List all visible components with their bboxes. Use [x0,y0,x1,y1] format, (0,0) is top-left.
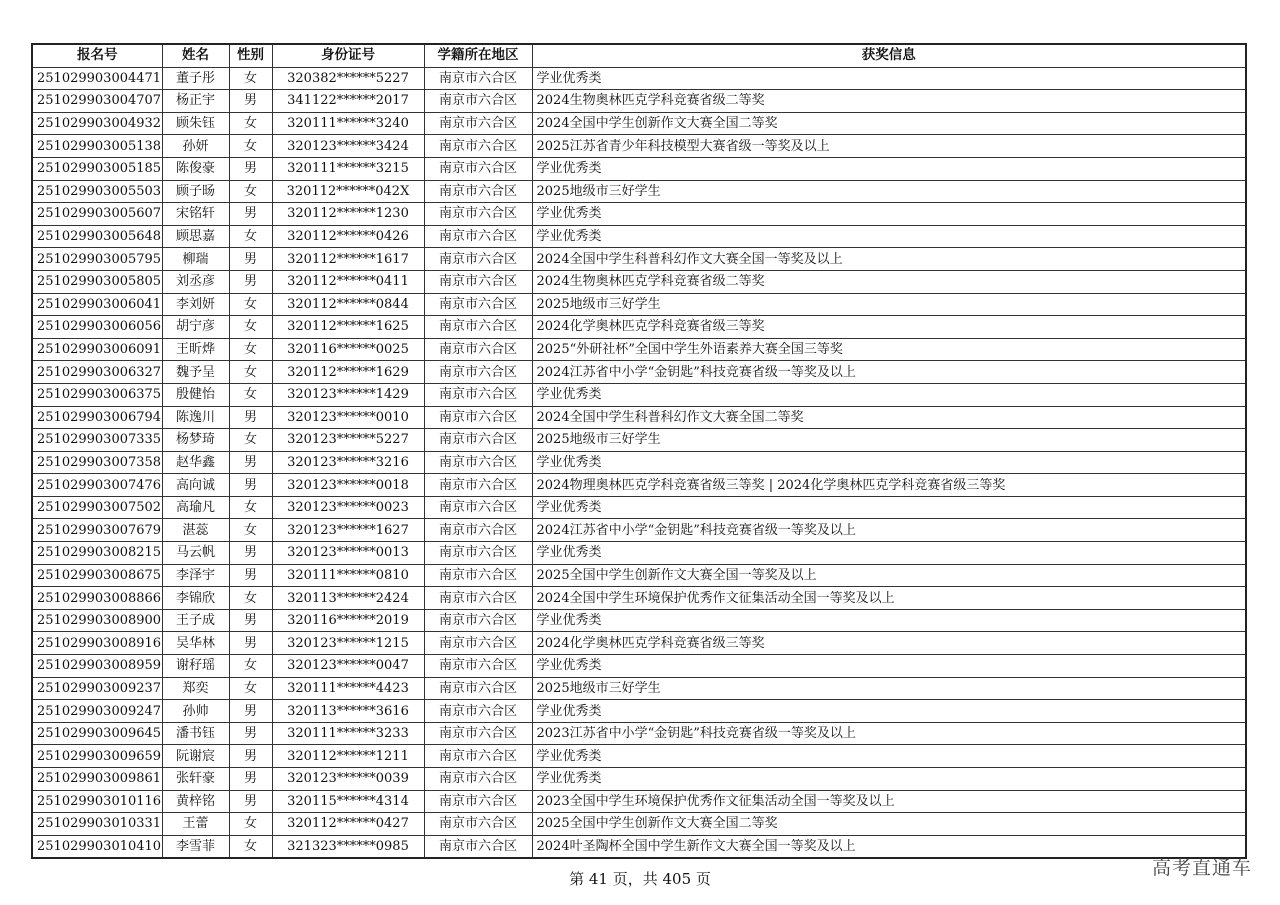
id-no-cell: 320112******1230 [272,203,424,226]
award-cell: 2024全国中学生创新作文大赛全国二等奖 [532,112,1246,135]
region-cell: 南京市六合区 [424,316,532,339]
region-cell: 南京市六合区 [424,157,532,180]
id-no-cell: 320112******1211 [272,745,424,768]
table-row [32,451,1246,474]
table-row [32,722,1246,745]
table-row [32,248,1246,271]
id-no-cell: 320123******0010 [272,406,424,429]
name-cell: 黄梓铭 [162,790,229,813]
region-cell: 南京市六合区 [424,474,532,497]
reg-no-cell: 251029903009247 [32,700,162,723]
reg-no-cell: 251029903005648 [32,225,162,248]
region-cell: 南京市六合区 [424,451,532,474]
award-cell: 2024物理奥林匹克学科竞赛省级三等奖 | 2024化学奥林匹克学科竞赛省级三等奖 [532,474,1246,497]
table-row [32,67,1246,90]
gender-cell: 女 [229,67,272,90]
gender-cell: 女 [229,496,272,519]
gender-cell: 男 [229,745,272,768]
table-row [32,383,1246,406]
award-cell: 学业优秀类 [532,542,1246,565]
award-cell: 2024江苏省中小学“金钥匙”科技竞赛省级一等奖及以上 [532,519,1246,542]
id-no-cell: 320123******0018 [272,474,424,497]
gender-cell: 男 [229,248,272,271]
table-row [32,270,1246,293]
gender-cell: 男 [229,632,272,655]
reg-no-cell: 251029903006794 [32,406,162,429]
award-cell: 学业优秀类 [532,67,1246,90]
reg-no-cell: 251029903009861 [32,768,162,791]
name-cell: 顾思嘉 [162,225,229,248]
region-cell: 南京市六合区 [424,203,532,226]
reg-no-cell: 251029903007476 [32,474,162,497]
region-cell: 南京市六合区 [424,632,532,655]
table-row [32,90,1246,113]
gender-cell: 女 [229,429,272,452]
name-cell: 王昕烨 [162,338,229,361]
id-no-cell: 320112******1625 [272,316,424,339]
award-cell: 学业优秀类 [532,655,1246,678]
table-row [32,632,1246,655]
reg-no-cell: 251029903008675 [32,564,162,587]
id-no-cell: 320112******1617 [272,248,424,271]
results-sheet [31,43,1245,859]
region-cell: 南京市六合区 [424,496,532,519]
gender-cell: 女 [229,677,272,700]
header-region: 学籍所在地区 [424,44,532,67]
reg-no-cell: 251029903005805 [32,270,162,293]
id-no-cell: 320123******0013 [272,542,424,565]
id-no-cell: 320112******0426 [272,225,424,248]
name-cell: 杨梦琦 [162,429,229,452]
table-row [32,496,1246,519]
gender-cell: 女 [229,316,272,339]
id-no-cell: 320111******3240 [272,112,424,135]
region-cell: 南京市六合区 [424,587,532,610]
reg-no-cell: 251029903010410 [32,835,162,858]
region-cell: 南京市六合区 [424,429,532,452]
award-cell: 学业优秀类 [532,225,1246,248]
name-cell: 李雪菲 [162,835,229,858]
name-cell: 郑奕 [162,677,229,700]
id-no-cell: 320123******0023 [272,496,424,519]
award-cell: 学业优秀类 [532,609,1246,632]
gender-cell: 男 [229,157,272,180]
name-cell: 刘丞彦 [162,270,229,293]
gender-cell: 女 [229,361,272,384]
id-no-cell: 320123******0039 [272,768,424,791]
table-body [32,67,1246,858]
id-no-cell: 320112******0844 [272,293,424,316]
awards-table [31,43,1247,859]
award-cell: 2024化学奥林匹克学科竞赛省级三等奖 [532,632,1246,655]
reg-no-cell: 251029903008916 [32,632,162,655]
table-row [32,316,1246,339]
gender-cell: 女 [229,112,272,135]
region-cell: 南京市六合区 [424,361,532,384]
award-cell: 2023全国中学生环境保护优秀作文征集活动全国一等奖及以上 [532,790,1246,813]
name-cell: 潘书钰 [162,722,229,745]
reg-no-cell: 251029903006041 [32,293,162,316]
name-cell: 陈俊豪 [162,157,229,180]
table-row [32,768,1246,791]
table-row [32,542,1246,565]
gender-cell: 女 [229,655,272,678]
region-cell: 南京市六合区 [424,564,532,587]
award-cell: 学业优秀类 [532,745,1246,768]
id-no-cell: 320112******0427 [272,813,424,836]
id-no-cell: 320123******1429 [272,383,424,406]
region-cell: 南京市六合区 [424,67,532,90]
table-row [32,406,1246,429]
name-cell: 杨正宇 [162,90,229,113]
region-cell: 南京市六合区 [424,700,532,723]
award-cell: 2023江苏省中小学“金钥匙”科技竞赛省级一等奖及以上 [532,722,1246,745]
gender-cell: 男 [229,564,272,587]
id-no-cell: 321323******0985 [272,835,424,858]
gender-cell: 男 [229,451,272,474]
name-cell: 陈逸川 [162,406,229,429]
gender-cell: 男 [229,270,272,293]
table-row [32,293,1246,316]
header-name: 姓名 [162,44,229,67]
reg-no-cell: 251029903006375 [32,383,162,406]
region-cell: 南京市六合区 [424,406,532,429]
name-cell: 宋铭轩 [162,203,229,226]
reg-no-cell: 251029903005138 [32,135,162,158]
award-cell: 2025地级市三好学生 [532,429,1246,452]
header-gender: 性别 [229,44,272,67]
table-row [32,564,1246,587]
reg-no-cell: 251029903006056 [32,316,162,339]
gender-cell: 男 [229,406,272,429]
table-row [32,361,1246,384]
name-cell: 吴华林 [162,632,229,655]
table-row [32,677,1246,700]
name-cell: 王子成 [162,609,229,632]
region-cell: 南京市六合区 [424,835,532,858]
table-row [32,519,1246,542]
region-cell: 南京市六合区 [424,519,532,542]
table-row [32,745,1246,768]
table-row [32,790,1246,813]
region-cell: 南京市六合区 [424,790,532,813]
gender-cell: 男 [229,203,272,226]
region-cell: 南京市六合区 [424,293,532,316]
id-no-cell: 320112******0411 [272,270,424,293]
award-cell: 2024生物奥林匹克学科竞赛省级二等奖 [532,90,1246,113]
gender-cell: 男 [229,609,272,632]
award-cell: 2024全国中学生科普科幻作文大赛全国一等奖及以上 [532,248,1246,271]
name-cell: 顾子旸 [162,180,229,203]
award-cell: 2025地级市三好学生 [532,180,1246,203]
gender-cell: 女 [229,293,272,316]
reg-no-cell: 251029903008215 [32,542,162,565]
region-cell: 南京市六合区 [424,722,532,745]
name-cell: 赵华鑫 [162,451,229,474]
award-cell: 2024化学奥林匹克学科竞赛省级三等奖 [532,316,1246,339]
id-no-cell: 320116******2019 [272,609,424,632]
id-no-cell: 320123******5227 [272,429,424,452]
region-cell: 南京市六合区 [424,768,532,791]
award-cell: 2025全国中学生创新作文大赛全国一等奖及以上 [532,564,1246,587]
region-cell: 南京市六合区 [424,112,532,135]
region-cell: 南京市六合区 [424,338,532,361]
reg-no-cell: 251029903007335 [32,429,162,452]
gender-cell: 女 [229,338,272,361]
reg-no-cell: 251029903008959 [32,655,162,678]
id-no-cell: 320113******3616 [272,700,424,723]
name-cell: 胡宁彦 [162,316,229,339]
award-cell: 学业优秀类 [532,451,1246,474]
name-cell: 殷健怡 [162,383,229,406]
reg-no-cell: 251029903007502 [32,496,162,519]
id-no-cell: 320123******1215 [272,632,424,655]
region-cell: 南京市六合区 [424,813,532,836]
reg-no-cell: 251029903006327 [32,361,162,384]
id-no-cell: 320115******4314 [272,790,424,813]
gender-cell: 女 [229,180,272,203]
watermark-logo: 高考直通车 [1151,857,1252,879]
region-cell: 南京市六合区 [424,270,532,293]
award-cell: 学业优秀类 [532,383,1246,406]
name-cell: 高瑜凡 [162,496,229,519]
region-cell: 南京市六合区 [424,542,532,565]
table-row [32,180,1246,203]
id-no-cell: 320111******3233 [272,722,424,745]
region-cell: 南京市六合区 [424,677,532,700]
table-row [32,338,1246,361]
id-no-cell: 320112******042X [272,180,424,203]
header-id-no: 身份证号 [272,44,424,67]
gender-cell: 女 [229,813,272,836]
name-cell: 魏予呈 [162,361,229,384]
id-no-cell: 320111******4423 [272,677,424,700]
gender-cell: 女 [229,519,272,542]
id-no-cell: 320116******0025 [272,338,424,361]
reg-no-cell: 251029903007679 [32,519,162,542]
name-cell: 孙妍 [162,135,229,158]
table-row [32,700,1246,723]
region-cell: 南京市六合区 [424,248,532,271]
reg-no-cell: 251029903005795 [32,248,162,271]
gender-cell: 男 [229,700,272,723]
region-cell: 南京市六合区 [424,135,532,158]
award-cell: 2024全国中学生科普科幻作文大赛全国二等奖 [532,406,1246,429]
reg-no-cell: 251029903009659 [32,745,162,768]
table-row [32,474,1246,497]
table-row [32,157,1246,180]
reg-no-cell: 251029903009645 [32,722,162,745]
reg-no-cell: 251029903007358 [32,451,162,474]
gender-cell: 男 [229,90,272,113]
table-row [32,587,1246,610]
header-reg-no: 报名号 [32,44,162,67]
name-cell: 李泽宇 [162,564,229,587]
award-cell: 学业优秀类 [532,157,1246,180]
gender-cell: 女 [229,835,272,858]
award-cell: 2025地级市三好学生 [532,677,1246,700]
gender-cell: 男 [229,768,272,791]
table-row [32,225,1246,248]
name-cell: 顾朱钰 [162,112,229,135]
region-cell: 南京市六合区 [424,90,532,113]
gender-cell: 女 [229,135,272,158]
name-cell: 谢秄瑶 [162,655,229,678]
reg-no-cell: 251029903004707 [32,90,162,113]
award-cell: 学业优秀类 [532,203,1246,226]
table-header-row [32,44,1246,67]
gender-cell: 男 [229,474,272,497]
reg-no-cell: 251029903006091 [32,338,162,361]
gender-cell: 男 [229,722,272,745]
table-row [32,135,1246,158]
id-no-cell: 320123******1627 [272,519,424,542]
name-cell: 马云帆 [162,542,229,565]
region-cell: 南京市六合区 [424,745,532,768]
region-cell: 南京市六合区 [424,225,532,248]
award-cell: 学业优秀类 [532,496,1246,519]
id-no-cell: 320382******5227 [272,67,424,90]
reg-no-cell: 251029903009237 [32,677,162,700]
id-no-cell: 320111******0810 [272,564,424,587]
gender-cell: 男 [229,790,272,813]
name-cell: 阮谢宸 [162,745,229,768]
award-cell: 2025全国中学生创新作文大赛全国二等奖 [532,813,1246,836]
id-no-cell: 320112******1629 [272,361,424,384]
id-no-cell: 320123******3424 [272,135,424,158]
award-cell: 2024江苏省中小学“金钥匙”科技竞赛省级一等奖及以上 [532,361,1246,384]
header-award: 获奖信息 [532,44,1246,67]
reg-no-cell: 251029903010331 [32,813,162,836]
award-cell: 2024生物奥林匹克学科竞赛省级二等奖 [532,270,1246,293]
name-cell: 张轩豪 [162,768,229,791]
id-no-cell: 320111******3215 [272,157,424,180]
award-cell: 2024全国中学生环境保护优秀作文征集活动全国一等奖及以上 [532,587,1246,610]
region-cell: 南京市六合区 [424,655,532,678]
table-row [32,429,1246,452]
reg-no-cell: 251029903005185 [32,157,162,180]
table-row [32,655,1246,678]
id-no-cell: 341122******2017 [272,90,424,113]
award-cell: 2024叶圣陶杯全国中学生新作文大赛全国一等奖及以上 [532,835,1246,858]
gender-cell: 女 [229,587,272,610]
gender-cell: 男 [229,542,272,565]
region-cell: 南京市六合区 [424,180,532,203]
name-cell: 孙帅 [162,700,229,723]
award-cell: 2025地级市三好学生 [532,293,1246,316]
table-row [32,835,1246,858]
award-cell: 2025“外研社杯”全国中学生外语素养大赛全国三等奖 [532,338,1246,361]
reg-no-cell: 251029903010116 [32,790,162,813]
award-cell: 学业优秀类 [532,700,1246,723]
region-cell: 南京市六合区 [424,609,532,632]
name-cell: 柳瑞 [162,248,229,271]
name-cell: 王蕾 [162,813,229,836]
name-cell: 李锦欣 [162,587,229,610]
reg-no-cell: 251029903005607 [32,203,162,226]
name-cell: 李刘妍 [162,293,229,316]
reg-no-cell: 251029903004471 [32,67,162,90]
id-no-cell: 320123******3216 [272,451,424,474]
table-row [32,609,1246,632]
name-cell: 高向诚 [162,474,229,497]
gender-cell: 女 [229,225,272,248]
table-row [32,203,1246,226]
reg-no-cell: 251029903005503 [32,180,162,203]
gender-cell: 女 [229,383,272,406]
name-cell: 董子彤 [162,67,229,90]
id-no-cell: 320123******0047 [272,655,424,678]
table-row [32,813,1246,836]
reg-no-cell: 251029903008866 [32,587,162,610]
table-row [32,112,1246,135]
award-cell: 2025江苏省青少年科技模型大赛省级一等奖及以上 [532,135,1246,158]
award-cell: 学业优秀类 [532,768,1246,791]
region-cell: 南京市六合区 [424,383,532,406]
reg-no-cell: 251029903004932 [32,112,162,135]
name-cell: 湛蕊 [162,519,229,542]
id-no-cell: 320113******2424 [272,587,424,610]
page-number: 第 41 页，共 405 页 [569,870,711,888]
reg-no-cell: 251029903008900 [32,609,162,632]
